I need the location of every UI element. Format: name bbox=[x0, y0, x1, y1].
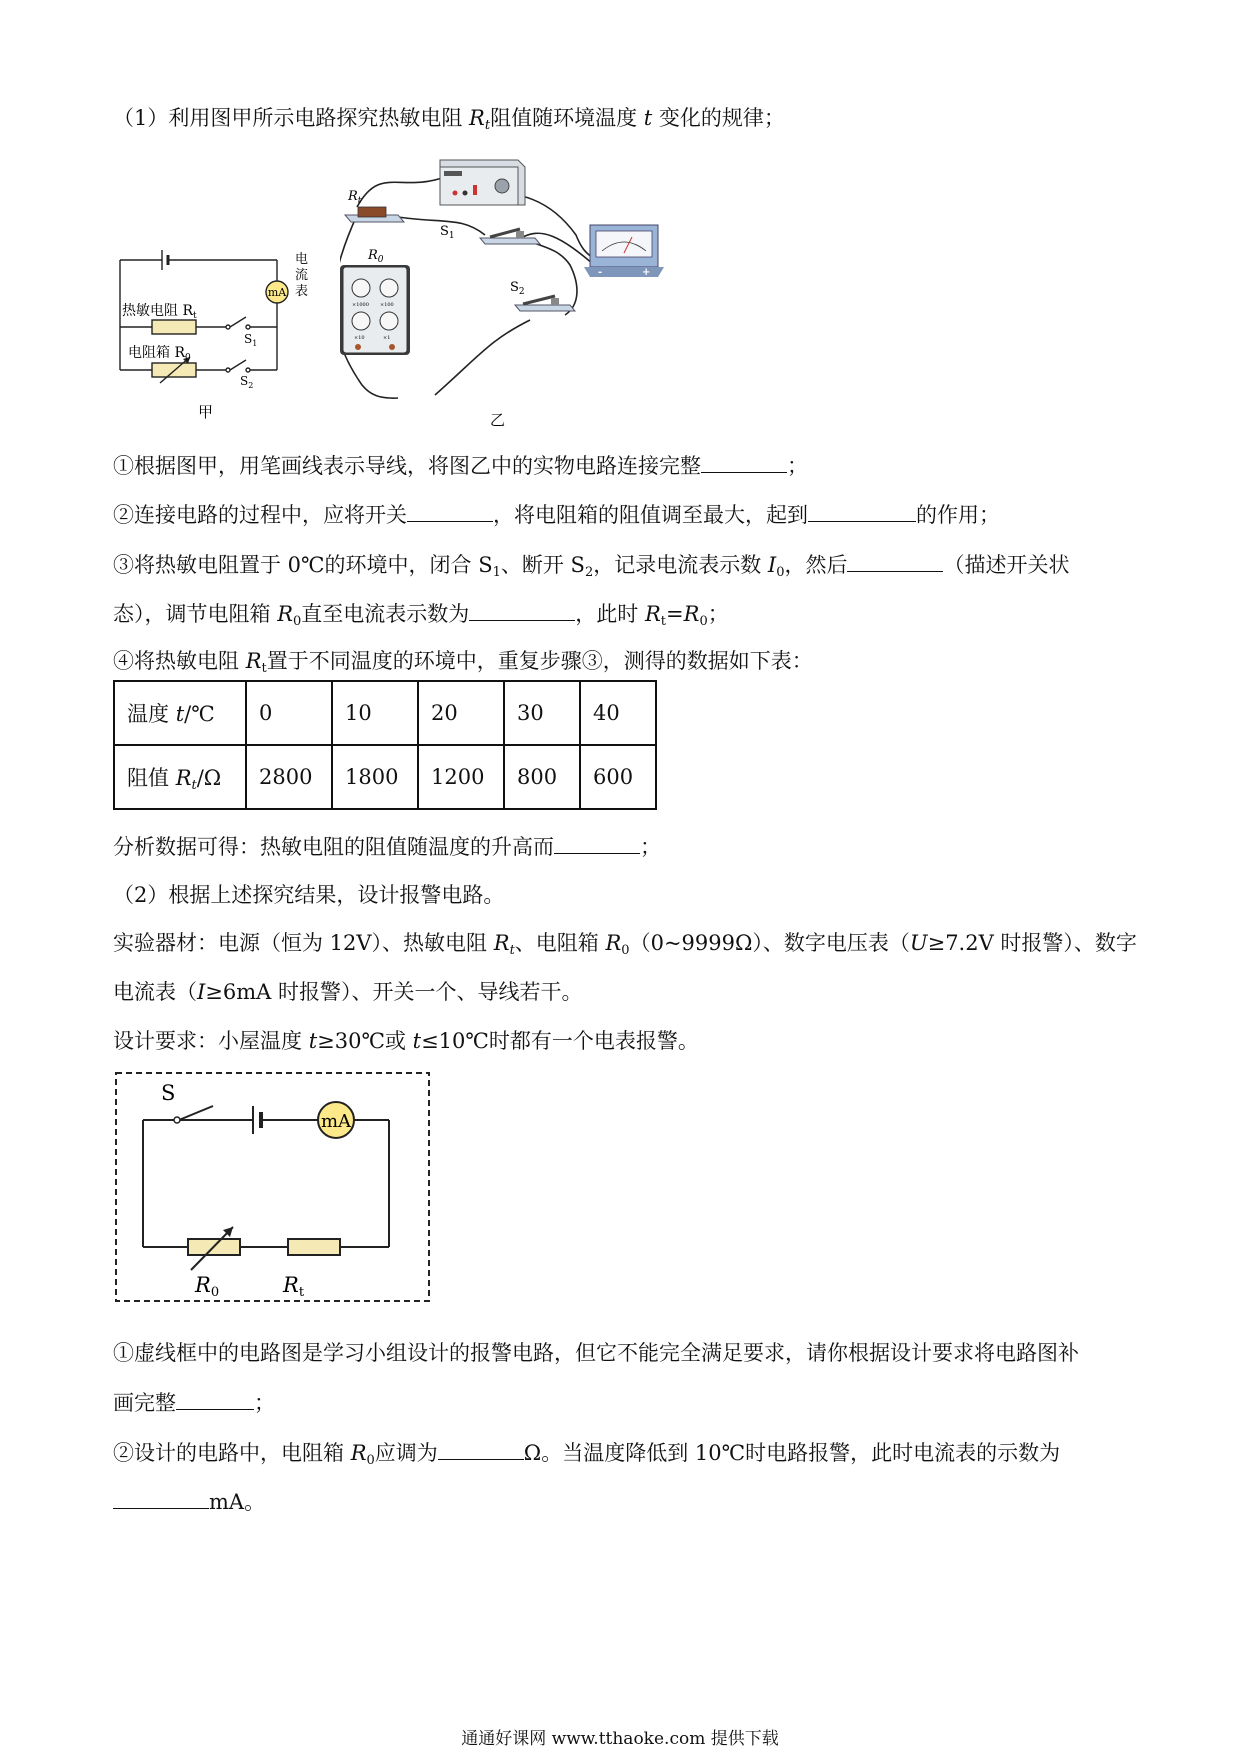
equipment-line-1: 实验器材：电源（恒为 12V）、热敏电阻 $R_t$、电阻箱 $R_0(0\sim 9999\Omega)$、数字电压表（U≥7.2V 时报警）、数字 bbox=[113, 931, 1137, 958]
s1-device-label: $S_1$ bbox=[440, 224, 455, 241]
knob-label-100: ×100 bbox=[380, 302, 394, 308]
rt-label: $R_t$ bbox=[348, 189, 362, 206]
knob-label-1000: ×1000 bbox=[352, 302, 369, 308]
ammeter-caption-1: 电 bbox=[295, 252, 309, 267]
answer-blank[interactable] bbox=[407, 501, 493, 522]
ammeter-device bbox=[584, 225, 664, 278]
text: （1）利用图甲所示电路探究热敏电阻 bbox=[113, 106, 470, 130]
design-question-1-cont: 画完整 ； bbox=[113, 1391, 275, 1415]
ammeter-caption-3: 表 bbox=[295, 284, 309, 299]
design-question-2-cont: mA。 bbox=[113, 1488, 265, 1515]
table-cell: 20 bbox=[418, 681, 504, 745]
part2-intro: （2）根据上述探究结果，设计报警电路。 bbox=[113, 883, 505, 907]
ammeter-caption-2: 流 bbox=[295, 268, 309, 283]
table-cell: 10 bbox=[332, 681, 418, 745]
table-cell: 0 bbox=[246, 681, 332, 745]
text: 阻值随环境温度 bbox=[490, 106, 644, 130]
table-cell: 30 bbox=[504, 681, 580, 745]
switch-s1 bbox=[440, 224, 540, 244]
table-cell: 1200 bbox=[418, 745, 504, 809]
answer-blank[interactable] bbox=[113, 1488, 209, 1509]
answer-blank[interactable] bbox=[701, 452, 787, 473]
table-row bbox=[114, 745, 656, 809]
answer-blank[interactable] bbox=[554, 833, 640, 854]
ammeter-label: mA bbox=[320, 1111, 352, 1132]
resistance-box-label: 电阻箱 $R_0$ bbox=[128, 345, 191, 363]
var: t bbox=[643, 106, 653, 130]
knob-label-10: ×10 bbox=[354, 335, 365, 341]
r0-label: R0 bbox=[195, 1273, 220, 1300]
knob-label-1: ×1 bbox=[383, 335, 391, 341]
switch-label: S bbox=[161, 1081, 176, 1105]
question-4: ④将热敏电阻 $R_t$置于不同温度的环境中，重复步骤③，测得的数据如下表： bbox=[113, 649, 813, 676]
figure-yi-apparatus bbox=[340, 155, 680, 430]
power-supply bbox=[440, 160, 525, 205]
table-cell: 600 bbox=[580, 745, 656, 809]
svg-text:-: - bbox=[598, 267, 603, 278]
switch-s2 bbox=[510, 280, 575, 311]
data-table bbox=[113, 680, 657, 810]
dashed-frame bbox=[116, 1073, 429, 1301]
answer-blank[interactable] bbox=[847, 551, 943, 572]
answer-blank[interactable] bbox=[176, 1389, 254, 1410]
design-question-2: ②设计的电路中，电阻箱 $R_0$应调为 Ω。当温度降低到 10℃时电路报警，此时电流表的示数为 bbox=[113, 1441, 1061, 1468]
table-row bbox=[114, 681, 656, 745]
table-cell: 800 bbox=[504, 745, 580, 809]
svg-text:+: + bbox=[642, 267, 651, 278]
alarm-circuit-diagram bbox=[113, 1070, 433, 1305]
design-question-1: ①虚线框中的电路图是学习小组设计的报警电路，但它不能完全满足要求，请你根据设计要求将电路图补 bbox=[113, 1341, 1079, 1365]
table-cell: 1800 bbox=[332, 745, 418, 809]
answer-blank[interactable] bbox=[469, 600, 575, 621]
s1-label: $S_1$ bbox=[244, 332, 258, 348]
var: R bbox=[469, 106, 485, 130]
s2-device-label: $S_2$ bbox=[510, 280, 525, 297]
answer-blank[interactable] bbox=[808, 501, 916, 522]
resistance-box-device bbox=[340, 248, 410, 355]
table-head-cell: 温度 t/℃ bbox=[114, 681, 246, 745]
table-head-cell: 阻值 $R_t/\Omega$ bbox=[114, 745, 246, 809]
rt-label: Rt bbox=[283, 1273, 305, 1300]
figure-jia-circuit bbox=[110, 245, 330, 425]
r0-label: $R_0$ bbox=[368, 248, 384, 265]
question-3: ③将热敏电阻置于 0℃的环境中，闭合 $S_1$、断开 $S_2$，记录电流表示数 $I_0$，然后 （描述开关状 bbox=[113, 553, 1070, 580]
table-cell: 40 bbox=[580, 681, 656, 745]
s2-label: $S_2$ bbox=[240, 374, 254, 390]
figure-yi-label: 乙 bbox=[490, 411, 506, 429]
question-1: ①根据图甲，用笔画线表示导线，将图乙中的实物电路连接完整 ； bbox=[113, 454, 808, 478]
thermistor-label: 热敏电阻 $R_t$ bbox=[122, 303, 197, 321]
question-3-cont: 态），调节电阻箱 $R_0$直至电流表示数为 ，此时 $R_t=R_0$； bbox=[113, 602, 729, 629]
answer-blank[interactable] bbox=[438, 1439, 524, 1460]
ammeter-label: mA bbox=[267, 286, 287, 299]
question-2: ②连接电路的过程中，应将开关 ，将电阻箱的阻值调至最大，起到 的作用； bbox=[113, 503, 1000, 527]
part1-intro bbox=[113, 105, 785, 131]
table-cell: 2800 bbox=[246, 745, 332, 809]
text: 变化的规律； bbox=[652, 106, 785, 130]
footer-watermark: 通通好课网 www.tthaoke.com 提供下载 bbox=[461, 1729, 779, 1749]
figure-jia-label: 甲 bbox=[198, 403, 214, 421]
equipment-line-2: 电流表（I≥6mA 时报警）、开关一个、导线若干。 bbox=[113, 980, 583, 1004]
thermistor-device bbox=[345, 189, 404, 222]
sub: t bbox=[484, 118, 491, 133]
analysis: 分析数据可得：热敏电阻的阻值随温度的升高而 ； bbox=[113, 835, 661, 859]
design-requirement: 设计要求：小屋温度 t≥30℃或 t≤10℃时都有一个电表报警。 bbox=[113, 1029, 699, 1053]
